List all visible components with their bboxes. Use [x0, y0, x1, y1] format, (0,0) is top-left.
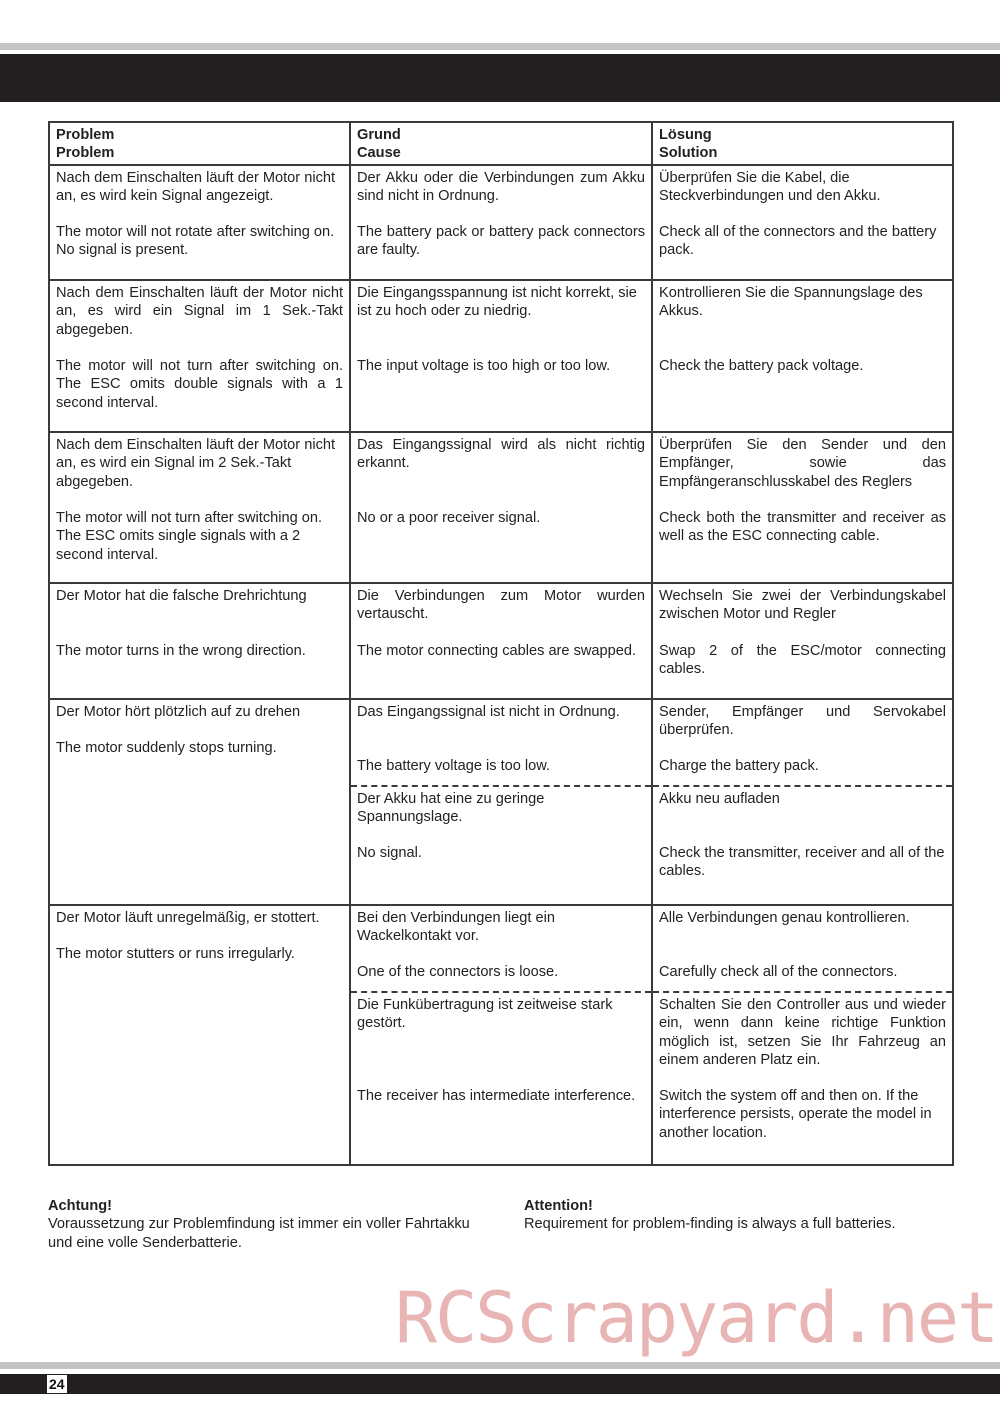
cause-cell [350, 786, 652, 905]
cause-cell [350, 992, 652, 1165]
problem-de: Der Motor hört plötzlich auf zu drehen [56, 704, 301, 720]
solution-cell [652, 583, 953, 699]
solution-en: Switch the system off and then on. If the interference persists, operate the model in another location. [659, 1088, 932, 1141]
solution-cell [652, 699, 953, 786]
solution-de: Wechseln Sie zwei der Verbindungskabel zwischen Motor und Regler [659, 588, 946, 623]
top-header-band [0, 54, 1000, 102]
table-row [49, 432, 953, 583]
watermark: RCScrapyard.net [395, 1277, 998, 1359]
header-cause [350, 122, 652, 165]
cause-en: One of the connectors is loose. [357, 964, 559, 980]
solution-de: Sender, Empfänger und Servokabel überprüfen. [659, 704, 946, 739]
cause-en: The battery pack or battery pack connectors are faulty. [357, 224, 645, 259]
note-german [48, 1197, 488, 1252]
table-row [49, 583, 953, 699]
header-problem [49, 122, 350, 165]
cause-cell [350, 699, 652, 786]
note-english-title: Attention! [524, 1198, 593, 1214]
bottom-gray-bar [0, 1362, 1000, 1369]
header-cause-en: Cause [357, 145, 401, 162]
problem-en: The motor will not rotate after switching on. No signal is present. [56, 224, 335, 259]
cause-de: Das Eingangssignal ist nicht in Ordnung. [357, 704, 620, 720]
header-problem-en: Problem [56, 145, 115, 162]
table-row [49, 165, 953, 280]
cause-de: Bei den Verbindungen liegt ein Wackelkontakt vor. [357, 910, 555, 945]
cause-en: The motor connecting cables are swapped. [357, 643, 637, 659]
header-cause-de: Grund [357, 127, 401, 143]
solution-cell [652, 432, 953, 583]
problem-en: The motor stutters or runs irregularly. [56, 946, 295, 962]
cause-en: The input voltage is too high or too low. [357, 358, 611, 374]
problem-cell [49, 905, 350, 1165]
solution-de: Kontrollieren Sie die Spannungslage des Akkus. [659, 285, 923, 320]
cause-en: The receiver has intermediate interference. [357, 1088, 636, 1104]
troubleshooting-table [48, 121, 954, 1166]
cause-de: Die Verbindungen zum Motor wurden vertauscht. [357, 588, 645, 623]
table-header-row [49, 122, 953, 165]
solution-en: Check the battery pack voltage. [659, 358, 864, 374]
cause-en: No or a poor receiver signal. [357, 510, 541, 526]
problem-en: The motor will not turn after switching on. The ESC omits double signals with a 1 second interval. [56, 358, 343, 411]
note-german-title: Achtung! [48, 1198, 113, 1214]
note-german-text: Voraussetzung zur Problemfindung ist immer ein voller Fahrtakku und eine volle Senderbatterie. [48, 1216, 470, 1251]
cause-cell [350, 280, 652, 432]
problem-cell [49, 280, 350, 432]
page-number: 24 [49, 1376, 65, 1392]
cause-de: Der Akku oder die Verbindungen zum Akku sind nicht in Ordnung. [357, 170, 645, 205]
footer-band [0, 1374, 1000, 1394]
cause-cell [350, 905, 652, 992]
solution-en: Carefully check all of the connectors. [659, 964, 898, 980]
problem-cell [49, 699, 350, 905]
header-solution-de: Lösung [659, 127, 712, 143]
problem-en: The motor suddenly stops turning. [56, 740, 277, 756]
problem-en: The motor turns in the wrong direction. [56, 643, 306, 659]
problem-de: Der Motor hat die falsche Drehrichtung [56, 588, 307, 604]
problem-de: Der Motor läuft unregelmäßig, er stottert. [56, 910, 320, 926]
cause-cell [350, 583, 652, 699]
header-problem-de: Problem [56, 127, 115, 143]
solution-cell [652, 280, 953, 432]
solution-en: Check all of the connectors and the battery pack. [659, 224, 937, 259]
table-row [49, 699, 953, 786]
solution-cell [652, 905, 953, 992]
solution-de: Überprüfen Sie die Kabel, die Steckverbindungen und den Akku. [659, 170, 881, 205]
problem-cell [49, 432, 350, 583]
problem-cell [49, 165, 350, 280]
solution-en: Check the transmitter, receiver and all of the cables. [659, 845, 945, 880]
problem-en: The motor will not turn after switching on. The ESC omits single signals with a 2 second interval. [56, 510, 323, 563]
cause-en: No signal. [357, 845, 422, 861]
solution-de: Schalten Sie den Controller aus und wieder ein, wenn dann keine richtige Funktion möglich ist, setzen Sie Ihr Fahrzeug an einem anderen Platz ein. [659, 997, 946, 1068]
solution-de: Akku neu aufladen [659, 791, 780, 807]
cause-de: Der Akku hat eine zu geringe Spannungslage. [357, 791, 545, 826]
cause-de: Die Eingangsspannung ist nicht korrekt, sie ist zu hoch oder zu niedrig. [357, 285, 637, 320]
solution-en: Swap 2 of the ESC/motor connecting cables. [659, 643, 946, 678]
solution-en: Check both the transmitter and receiver as well as the ESC connecting cable. [659, 510, 946, 545]
note-english-text: Requirement for problem-finding is always a full batteries. [524, 1216, 896, 1233]
solution-cell [652, 786, 953, 905]
table-row [49, 905, 953, 992]
solution-cell [652, 165, 953, 280]
problem-de: Nach dem Einschalten läuft der Motor nicht an, es wird kein Signal angezeigt. [56, 170, 336, 205]
header-solution-en: Solution [659, 145, 718, 162]
cause-de: Die Funkübertragung ist zeitweise stark gestört. [357, 997, 613, 1032]
table-row [49, 280, 953, 432]
problem-cell [49, 583, 350, 699]
cause-cell [350, 432, 652, 583]
header-solution [652, 122, 953, 165]
solution-de: Überprüfen Sie den Sender und den Empfänger, sowie das Empfängeranschlusskabel des Reglers [659, 437, 946, 490]
cause-cell [350, 165, 652, 280]
note-english [524, 1197, 954, 1234]
solution-cell [652, 992, 953, 1165]
solution-en: Charge the battery pack. [659, 758, 819, 774]
problem-de: Nach dem Einschalten läuft der Motor nicht an, es wird ein Signal im 1 Sek.-Takt abgegeben. [56, 285, 343, 338]
solution-de: Alle Verbindungen genau kontrollieren. [659, 910, 910, 926]
problem-de: Nach dem Einschalten läuft der Motor nicht an, es wird ein Signal im 2 Sek.-Takt abgegeben. [56, 437, 336, 490]
top-gray-bar [0, 43, 1000, 50]
cause-en: The battery voltage is too low. [357, 758, 551, 774]
cause-de: Das Eingangssignal wird als nicht richtig erkannt. [357, 437, 645, 472]
